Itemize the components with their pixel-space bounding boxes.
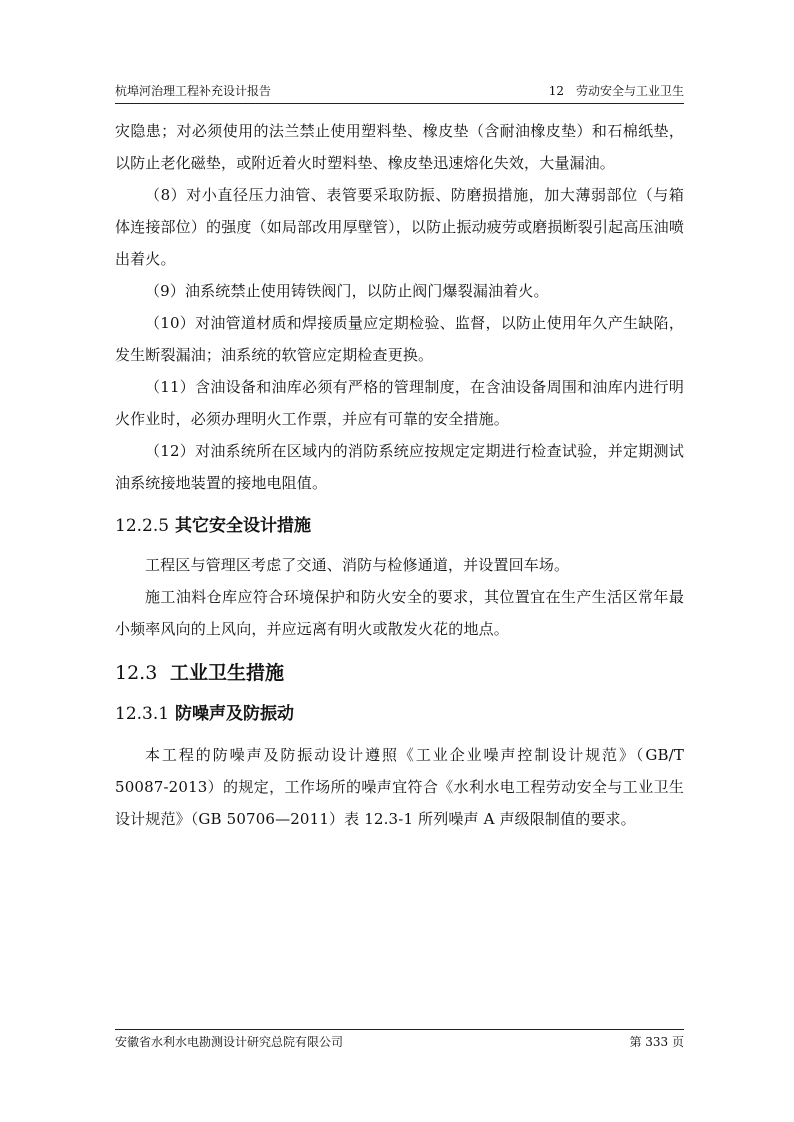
section-number: 12.3	[115, 662, 158, 684]
paragraph-item-10: （10）对油管道材质和焊接质量应定期检验、监督，以防止使用年久产生缺陷，发生断裂漏油；油系统的软管应定期检查更换。	[115, 314, 684, 364]
footer-company-name: 安徽省水利水电勘测设计研究总院有限公司	[115, 1035, 344, 1049]
paragraph-item-9: （9）油系统禁止使用铸铁阀门，以防止阀门爆裂漏油着火。	[145, 282, 549, 300]
paragraph-noise-standards: 本工程的防噪声及防振动设计遵照《工业企业噪声控制设计规范》（GB/T 50087-2013）的规定，工作场所的噪声宜符合《水利水电工程劳动安全与工业卫生设计规范》（GB 50706—2011）表 12.3-1 所列噪声 A 声级限制值的要求。	[115, 746, 689, 828]
section-heading-12-2-5	[115, 513, 684, 539]
paragraph-item-12: （12）对油系统所在区域内的消防系统应按规定定期进行检查试验，并定期测试油系统接地装置的接地电阻值。	[115, 442, 684, 492]
section-number: 12.3.1	[115, 704, 170, 724]
page-body	[115, 115, 689, 835]
paragraph-traffic-channels: 工程区与管理区考虑了交通、消防与检修通道，并设置回车场。	[145, 556, 570, 574]
paragraph-item-11: （11）含油设备和油库必须有严格的管理制度，在含油设备周围和油库内进行明火作业时，必须办理明火工作票，并应有可靠的安全措施。	[115, 378, 684, 428]
page-header	[115, 81, 684, 104]
section-title: 工业卫生措施	[170, 662, 285, 684]
section-title: 其它安全设计措施	[175, 516, 311, 536]
header-chapter-title: 12 劳动安全与工业卫生	[548, 84, 684, 98]
paragraph-item-8: （8）对小直径压力油管、表管要采取防振、防磨损措施，加大薄弱部位（与箱体连接部位）的强度（如局部改用厚壁管），以防止振动疲劳或磨损断裂引起高压油喷出着火。	[115, 186, 684, 268]
footer-page-number: 第 333 页	[629, 1035, 684, 1049]
page-footer	[115, 1029, 684, 1049]
section-heading-12-3-1	[115, 701, 684, 727]
header-report-title: 杭埠河治理工程补充设计报告	[115, 84, 272, 98]
paragraph-flange-gasket: 灾隐患；对必须使用的法兰禁止使用塑料垫、橡皮垫（含耐油橡皮垫）和石棉纸垫，以防止老化磁垫，或附近着火时塑料垫、橡皮垫迅速熔化失效，大量漏油。	[115, 122, 684, 172]
section-title: 防噪声及防振动	[175, 704, 294, 724]
section-heading-12-3	[115, 659, 684, 687]
paragraph-oil-warehouse: 施工油料仓库应符合环境保护和防火安全的要求，其位置宜在生产生活区常年最小频率风向的上风向，并应远离有明火或散发火花的地点。	[115, 588, 684, 638]
section-number: 12.2.5	[115, 516, 170, 536]
